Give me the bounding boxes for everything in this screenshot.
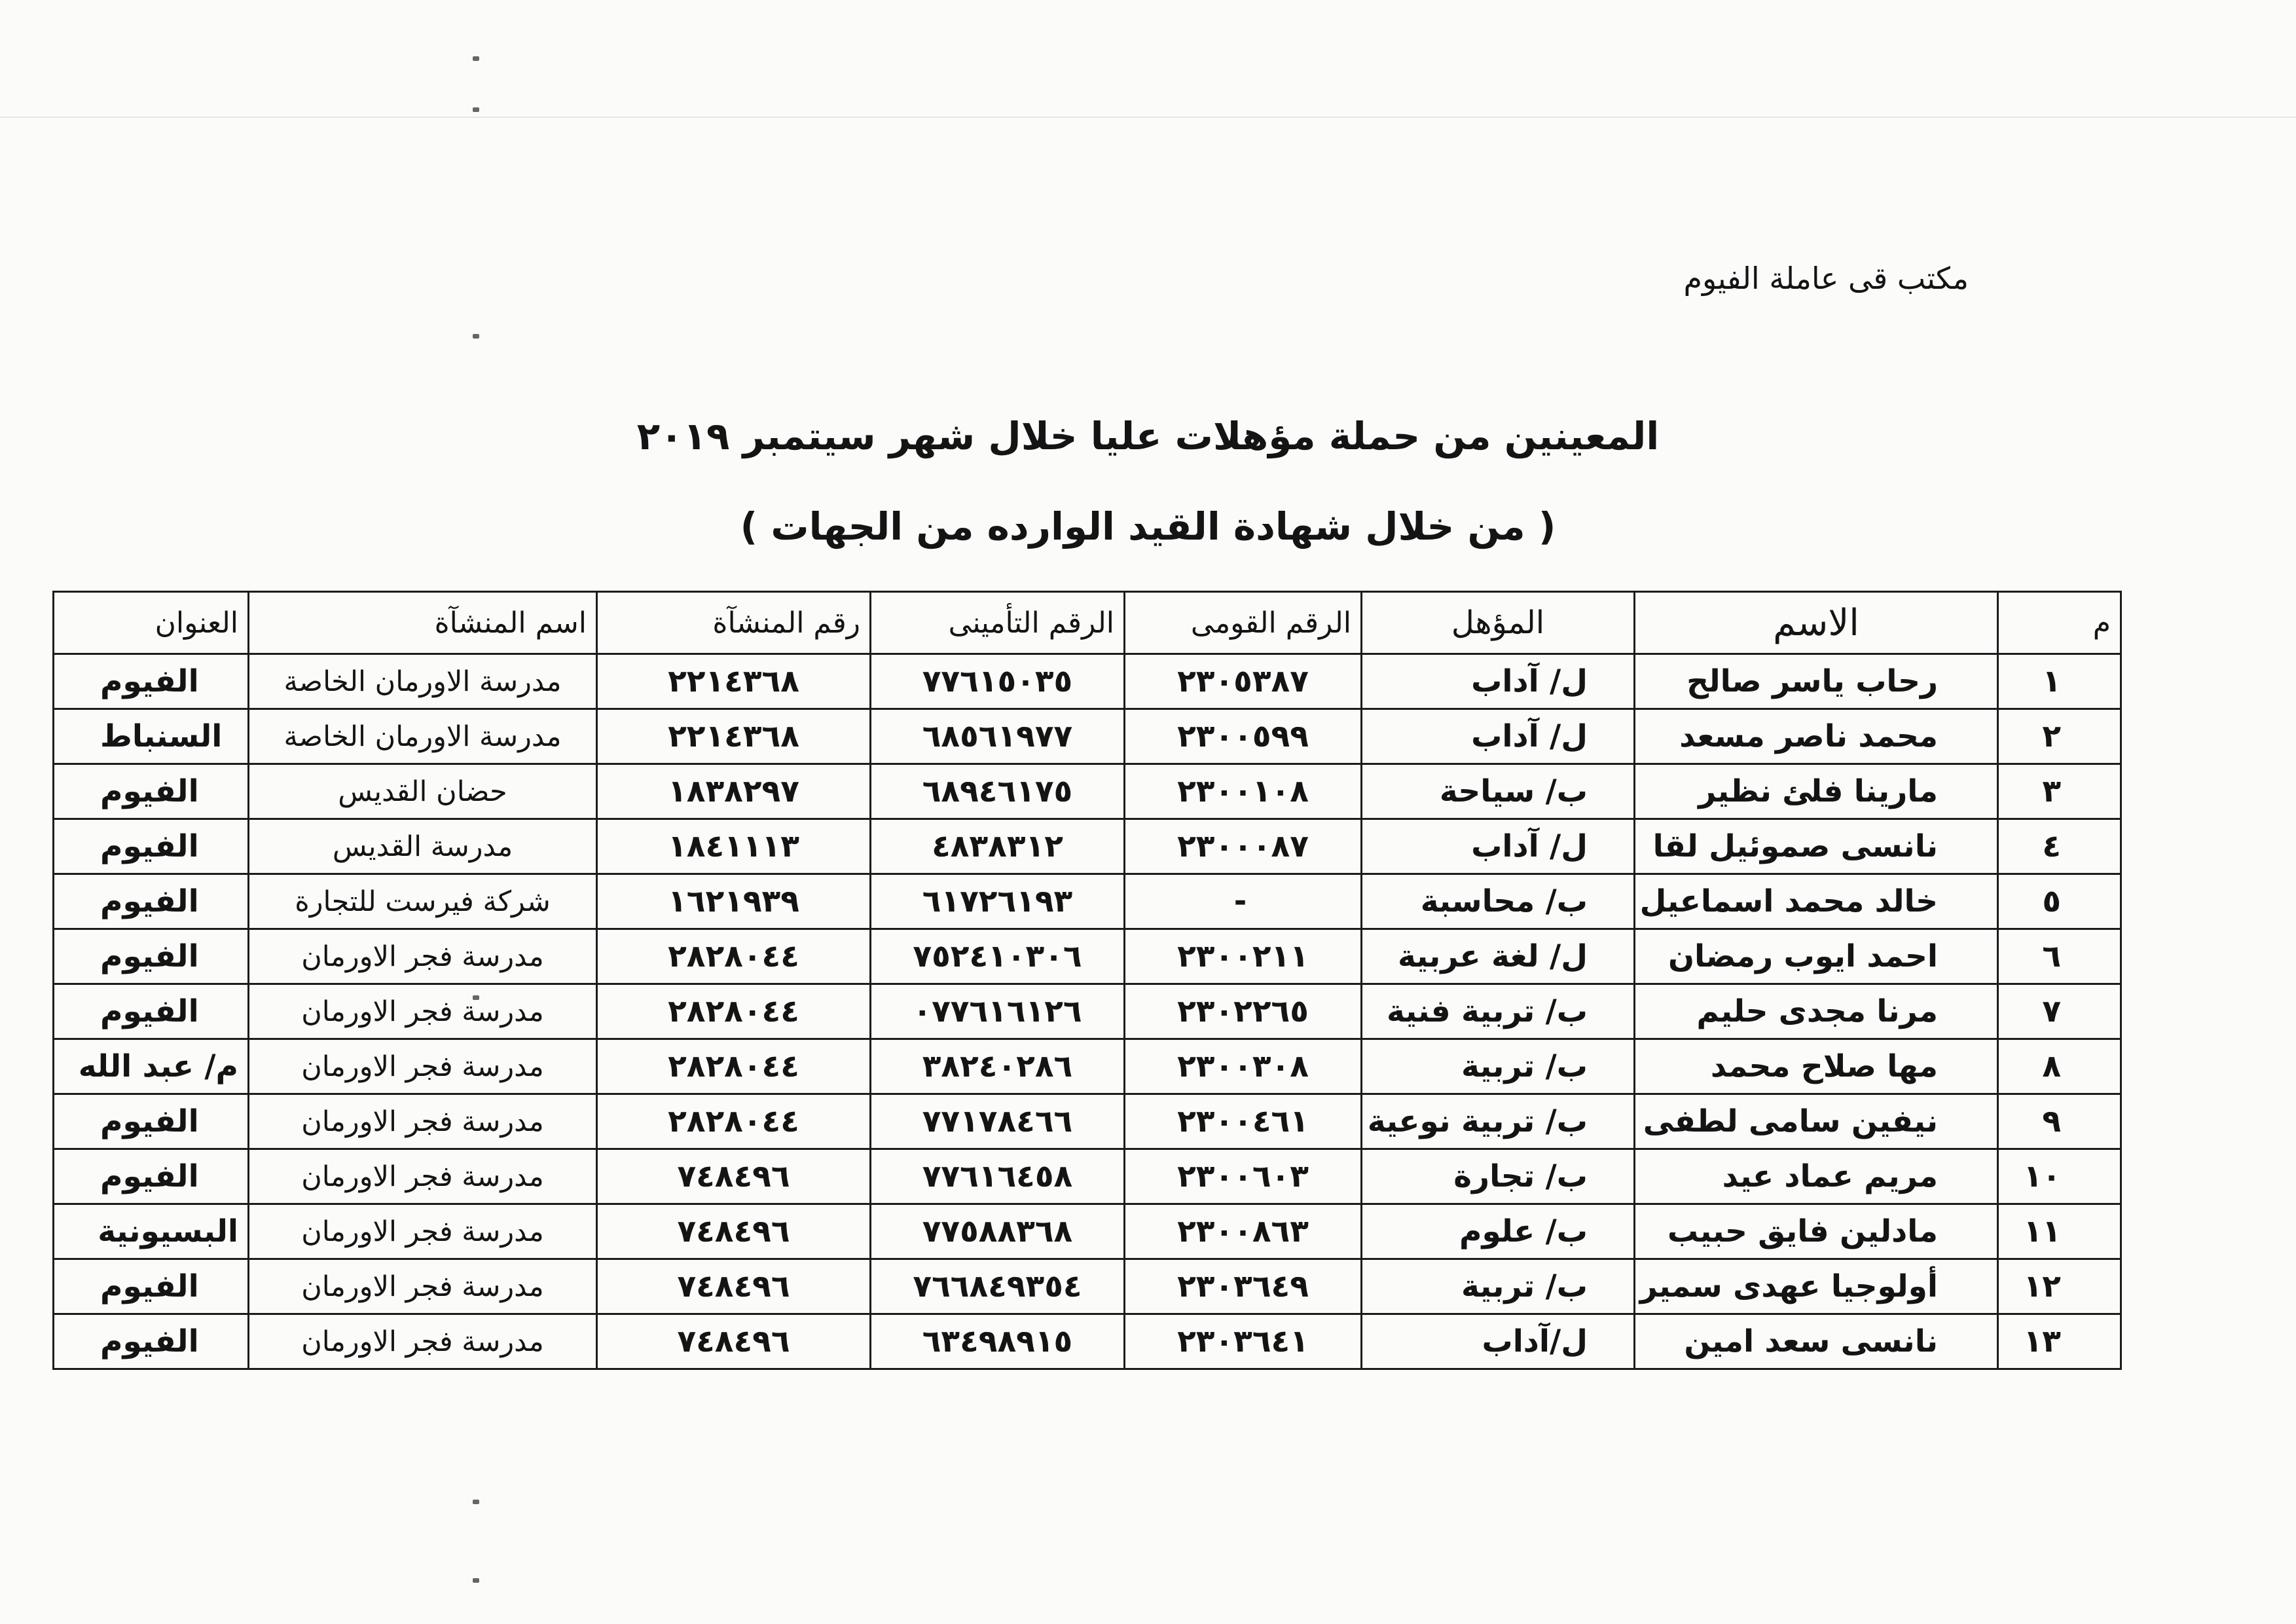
header-insurance-no: الرقم التأمينى <box>871 592 1125 654</box>
cell-establishment-name: مدرسة القديس <box>249 819 597 874</box>
table-header-row <box>54 592 2121 654</box>
cell-establishment-no: ٢٨٢٨٠٤٤ <box>597 1094 871 1149</box>
cell-name: مرنا مجدى حليم <box>1635 984 1998 1039</box>
cell-establishment-no: ٧٤٨٤٩٦ <box>597 1149 871 1204</box>
cell-national-id: ٢٣٠٣٦٤١ <box>1125 1314 1362 1369</box>
header-index: م <box>1998 592 2121 654</box>
cell-name: خالد محمد اسماعيل <box>1635 874 1998 929</box>
cell-qualification: ل/ لغة عربية <box>1362 929 1635 984</box>
cell-qualification: ب/ تربية <box>1362 1259 1635 1314</box>
document-subtitle: ( من خلال شهادة القيد الوارده من الجهات ) <box>740 504 1556 549</box>
cell-insurance-no: ٦٨٥٦١٩٧٧ <box>871 709 1125 764</box>
cell-index: ٨ <box>1998 1039 2121 1094</box>
cell-name: احمد ايوب رمضان <box>1635 929 1998 984</box>
cell-insurance-no: ٧٧٥٨٨٣٦٨ <box>871 1204 1125 1259</box>
cell-address: البسيونية <box>54 1204 249 1259</box>
cell-name: أولوجيا عهدى سمير <box>1635 1259 1998 1314</box>
table-row <box>54 1039 2121 1094</box>
cell-qualification: ب/ تجارة <box>1362 1149 1635 1204</box>
table-row <box>54 1204 2121 1259</box>
cell-establishment-no: ٢٨٢٨٠٤٤ <box>597 929 871 984</box>
cell-insurance-no: ٣٨٢٤٠٢٨٦ <box>871 1039 1125 1094</box>
table-row <box>54 984 2121 1039</box>
cell-insurance-no: ٦٨٩٤٦١٧٥ <box>871 764 1125 819</box>
cell-index: ٥ <box>1998 874 2121 929</box>
scan-mark <box>473 1578 479 1583</box>
cell-national-id: ٢٣٠٠٨٦٣ <box>1125 1204 1362 1259</box>
cell-national-id: ٢٣٠٣٦٤٩ <box>1125 1259 1362 1314</box>
table-row <box>54 1314 2121 1369</box>
cell-address: م/ عبد الله <box>54 1039 249 1094</box>
cell-national-id: - <box>1125 874 1362 929</box>
cell-name: نانسى صموئيل لقا <box>1635 819 1998 874</box>
scan-mark <box>473 56 479 61</box>
cell-establishment-name: مدرسة فجر الاورمان <box>249 1314 597 1369</box>
cell-insurance-no: ٧٦٦٨٤٩٣٥٤ <box>871 1259 1125 1314</box>
cell-establishment-no: ٧٤٨٤٩٦ <box>597 1314 871 1369</box>
table-row <box>54 1259 2121 1314</box>
cell-address: الفيوم <box>54 874 249 929</box>
cell-name: مادلين فايق حبيب <box>1635 1204 1998 1259</box>
cell-name: مارينا فلئ نظير <box>1635 764 1998 819</box>
header-national-id: الرقم القومى <box>1125 592 1362 654</box>
cell-qualification: ب/ سياحة <box>1362 764 1635 819</box>
cell-insurance-no: ٧٧٦١٥٠٣٥ <box>871 654 1125 709</box>
cell-address: الفيوم <box>54 929 249 984</box>
document-title: المعينين من حملة مؤهلات عليا خلال شهر سيتمبر ٢٠١٩ <box>636 414 1660 458</box>
scan-mark <box>473 334 479 339</box>
cell-establishment-no: ٧٤٨٤٩٦ <box>597 1204 871 1259</box>
cell-qualification: ل/ آداب <box>1362 819 1635 874</box>
table-body <box>54 654 2121 1369</box>
cell-establishment-name: مدرسة فجر الاورمان <box>249 1149 597 1204</box>
header-establishment-no: رقم المنشآة <box>597 592 871 654</box>
cell-establishment-name: شركة فيرست للتجارة <box>249 874 597 929</box>
cell-insurance-no: ٦١٧٢٦١٩٣ <box>871 874 1125 929</box>
cell-establishment-name: مدرسة فجر الاورمان <box>249 1204 597 1259</box>
table-row <box>54 709 2121 764</box>
cell-national-id: ٢٣٠٠٦٠٣ <box>1125 1149 1362 1204</box>
cell-qualification: ب/ تربية فنية <box>1362 984 1635 1039</box>
cell-establishment-name: مدرسة فجر الاورمان <box>249 1039 597 1094</box>
table-row <box>54 1149 2121 1204</box>
header-address: العنوان <box>54 592 249 654</box>
cell-establishment-no: ١٨٣٨٢٩٧ <box>597 764 871 819</box>
cell-national-id: ٢٣٠٠٥٩٩ <box>1125 709 1362 764</box>
cell-address: السنباط <box>54 709 249 764</box>
scan-mark <box>473 1500 479 1504</box>
cell-national-id: ٢٣٠٢٢٦٥ <box>1125 984 1362 1039</box>
cell-name: مها صلاح محمد <box>1635 1039 1998 1094</box>
cell-establishment-no: ٢٢١٤٣٦٨ <box>597 654 871 709</box>
header-qualification: المؤهل <box>1362 592 1635 654</box>
cell-index: ٢ <box>1998 709 2121 764</box>
cell-insurance-no: ٤٨٣٨٣١٢ <box>871 819 1125 874</box>
cell-index: ١١ <box>1998 1204 2121 1259</box>
table-row <box>54 654 2121 709</box>
cell-index: ٣ <box>1998 764 2121 819</box>
cell-address: الفيوم <box>54 764 249 819</box>
table-row <box>54 819 2121 874</box>
cell-index: ٧ <box>1998 984 2121 1039</box>
cell-index: ٤ <box>1998 819 2121 874</box>
cell-name: رحاب ياسر صالح <box>1635 654 1998 709</box>
cell-national-id: ٢٣٠٠٤٦١ <box>1125 1094 1362 1149</box>
header-name: الاسم <box>1635 592 1998 654</box>
cell-address: الفيوم <box>54 1094 249 1149</box>
cell-establishment-no: ١٨٤١١١٣ <box>597 819 871 874</box>
cell-establishment-no: ٢٨٢٨٠٤٤ <box>597 984 871 1039</box>
table-row <box>54 929 2121 984</box>
table-row <box>54 1094 2121 1149</box>
cell-name: محمد ناصر مسعد <box>1635 709 1998 764</box>
cell-insurance-no: ٧٧١٧٨٤٦٦ <box>871 1094 1125 1149</box>
cell-index: ١٣ <box>1998 1314 2121 1369</box>
cell-index: ١ <box>1998 654 2121 709</box>
cell-qualification: ب/ تربية نوعية <box>1362 1094 1635 1149</box>
cell-establishment-name: مدرسة الاورمان الخاصة <box>249 654 597 709</box>
table-row <box>54 764 2121 819</box>
cell-establishment-name: مدرسة الاورمان الخاصة <box>249 709 597 764</box>
cell-qualification: ل/آداب <box>1362 1314 1635 1369</box>
cell-establishment-no: ٢٢١٤٣٦٨ <box>597 709 871 764</box>
office-name: مكتب قى عاملة الفيوم <box>1683 261 1969 296</box>
cell-establishment-name: حضان القديس <box>249 764 597 819</box>
cell-establishment-name: مدرسة فجر الاورمان <box>249 929 597 984</box>
cell-insurance-no: ٧٧٦١٦٤٥٨ <box>871 1149 1125 1204</box>
scan-fold-line <box>0 117 2296 118</box>
cell-address: الفيوم <box>54 654 249 709</box>
cell-address: الفيوم <box>54 1259 249 1314</box>
cell-address: الفيوم <box>54 984 249 1039</box>
cell-qualification: ل/ آداب <box>1362 654 1635 709</box>
cell-qualification: ب/ محاسبة <box>1362 874 1635 929</box>
cell-national-id: ٢٣٠٠٢١١ <box>1125 929 1362 984</box>
cell-national-id: ٢٣٠٥٣٨٧ <box>1125 654 1362 709</box>
cell-address: الفيوم <box>54 1314 249 1369</box>
cell-insurance-no: ٠٧٧٦١٦١٢٦ <box>871 984 1125 1039</box>
cell-qualification: ل/ آداب <box>1362 709 1635 764</box>
cell-index: ٦ <box>1998 929 2121 984</box>
cell-index: ١٢ <box>1998 1259 2121 1314</box>
cell-name: نانسى سعد امين <box>1635 1314 1998 1369</box>
cell-national-id: ٢٣٠٠١٠٨ <box>1125 764 1362 819</box>
cell-name: مريم عماد عيد <box>1635 1149 1998 1204</box>
employees-table <box>52 591 2122 1370</box>
cell-insurance-no: ٧٥٢٤١٠٣٠٦ <box>871 929 1125 984</box>
cell-national-id: ٢٣٠٠٣٠٨ <box>1125 1039 1362 1094</box>
cell-establishment-name: مدرسة فجر الاورمان <box>249 1094 597 1149</box>
table-row <box>54 874 2121 929</box>
header-establishment-name: اسم المنشآة <box>249 592 597 654</box>
cell-establishment-no: ٢٨٢٨٠٤٤ <box>597 1039 871 1094</box>
cell-address: الفيوم <box>54 1149 249 1204</box>
cell-establishment-no: ١٦٢١٩٣٩ <box>597 874 871 929</box>
cell-establishment-name: مدرسة فجر الاورمان <box>249 984 597 1039</box>
cell-index: ٩ <box>1998 1094 2121 1149</box>
scan-mark <box>473 107 479 112</box>
cell-address: الفيوم <box>54 819 249 874</box>
cell-establishment-no: ٧٤٨٤٩٦ <box>597 1259 871 1314</box>
cell-national-id: ٢٣٠٠٠٨٧ <box>1125 819 1362 874</box>
cell-establishment-name: مدرسة فجر الاورمان <box>249 1259 597 1314</box>
cell-qualification: ب/ تربية <box>1362 1039 1635 1094</box>
cell-index: ١٠ <box>1998 1149 2121 1204</box>
cell-name: نيفين سامى لطفى <box>1635 1094 1998 1149</box>
cell-qualification: ب/ علوم <box>1362 1204 1635 1259</box>
cell-insurance-no: ٦٣٤٩٨٩١٥ <box>871 1314 1125 1369</box>
